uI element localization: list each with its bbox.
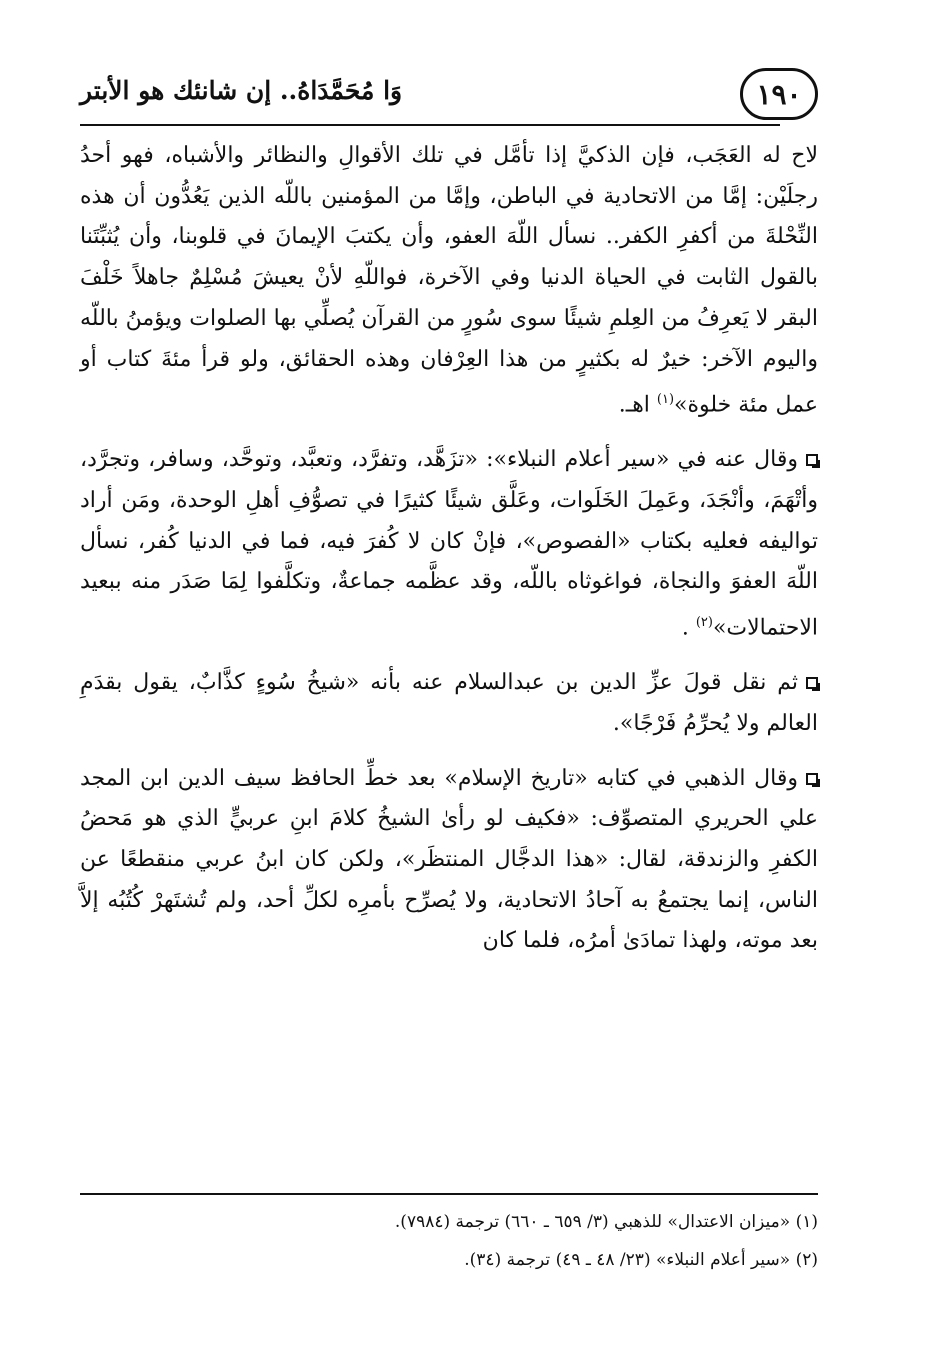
footnote-rule bbox=[80, 1193, 818, 1195]
page-header bbox=[80, 68, 818, 126]
running-title: وَا مُحَمَّدَاهُ.. إن شانئك هو الأبتر bbox=[80, 76, 403, 105]
paragraph-1-tail: اهـ. bbox=[618, 392, 657, 418]
paragraph-3-text: ثم نقل قولَ عزِّ الدين بن عبدالسلام عنه بأنه «شيخُ سُوءٍ كذَّابٌ، يقول بقدَمِ العالم ولا يُحرِّمُ فَرْجًا». bbox=[80, 670, 818, 736]
header-rule bbox=[80, 124, 780, 126]
page-number: ١٩٠ bbox=[740, 68, 818, 120]
page-body bbox=[80, 136, 818, 962]
footnote-1: (١) «ميزان الاعتدال» للذهبي (٣/ ٦٥٩ ـ ٦٦٠) ترجمة (٧٩٨٤). bbox=[394, 1212, 818, 1232]
footnote-ref-1: (١) bbox=[656, 392, 675, 408]
square-bullet-icon bbox=[806, 773, 818, 785]
footnote-ref-2: (٢) bbox=[695, 615, 713, 631]
paragraph-2 bbox=[80, 440, 818, 649]
paragraph-1-text: لاح له العَجَب، فإن الذكيَّ إذا تأمَّل في تلك الأقوالِ والنظائر والأشباه، فهو أحدُ رجلَيْن: إمَّا من الاتحادية في الباطن، وإمَّا من المؤمنين باللّه الذين يَعُدُّون أن هذه النِّحْلةَ من أكفرِ الكفر.. نسأل اللّهَ العفو، وأن يكتبَ الإيمانَ في قلوبنا، وأن يُثبِّتَنا بالقول الثابت في الحياة الدنيا وفي الآخرة، فواللّهِ لأنْ يعيشَ مُسْلِمٌ جاهلاً خَلْفَ البقر لا يَعرِفُ من العِلمِ شيئًا سوى سُورٍ من القرآن يُصلِّي بها الصلوات ويؤمنُ باللّه واليوم الآخر: خيرٌ له بكثيرٍ من هذا العِرْفان وهذه الحقائق، ولو قرأ مئةَ كتاب أو عمل مئة خلوة» bbox=[80, 143, 818, 418]
paragraph-2-tail: . bbox=[681, 615, 696, 641]
footnote-2: (٢) «سير أعلام النبلاء» (٢٣/ ٤٨ ـ ٤٩) ترجمة (٣٤). bbox=[464, 1250, 818, 1270]
paragraph-3 bbox=[80, 663, 818, 744]
paragraph-4-text: وقال الذهبي في كتابه «تاريخ الإسلام» بعد خطِّ الحافظ سيف الدين ابن المجد علي الحريري المتصوِّف: «فكيف لو رأىٰ الشيخُ كلامَ ابنِ عربيٍّ الذي هو مَحضُ الكفرِ والزندقة، لقال: «هذا الدجَّال المنتظَر»، ولكن كان ابنُ عربي منقطعًا عن الناس، إنما يجتمعُ به آحادُ الاتحادية، ولا يُصرِّح بأمرِه لكلِّ أحد، ولم تُشتَهرْ كُتُبُه إلاَّ بعد موته، ولهذا تمادَىٰ أمرُه، فلما كان bbox=[80, 765, 818, 954]
paragraph-2-text: وقال عنه في «سير أعلام النبلاء»: «تزَهَّد، وتفرَّد، وتعبَّد، وتوحَّد، وسافر، وتجرَّد، وأتْهَمَ، وأنْجَدَ، وعَمِلَ الخَلَوات، وعَلَّق شيئًا كثيرًا في تصوُّفِ أهلِ الوحدة، ومَن أراد تواليفه فعليه بكتاب «الفصوص»، فإنْ كان لا كُفرَ فيه، فما في الدنيا كُفر، نسأل اللّهَ العفوَ والنجاة، فواغوثاه باللّه، وقد عظَّمه جماعةٌ، وتكلَّفوا لِمَا صَدَر منه ببعيد الاحتمالات» bbox=[80, 447, 818, 641]
paragraph-1 bbox=[80, 136, 818, 426]
paragraph-4 bbox=[80, 759, 818, 963]
square-bullet-icon bbox=[806, 454, 818, 466]
square-bullet-icon bbox=[806, 677, 818, 689]
footnotes bbox=[80, 1203, 818, 1279]
